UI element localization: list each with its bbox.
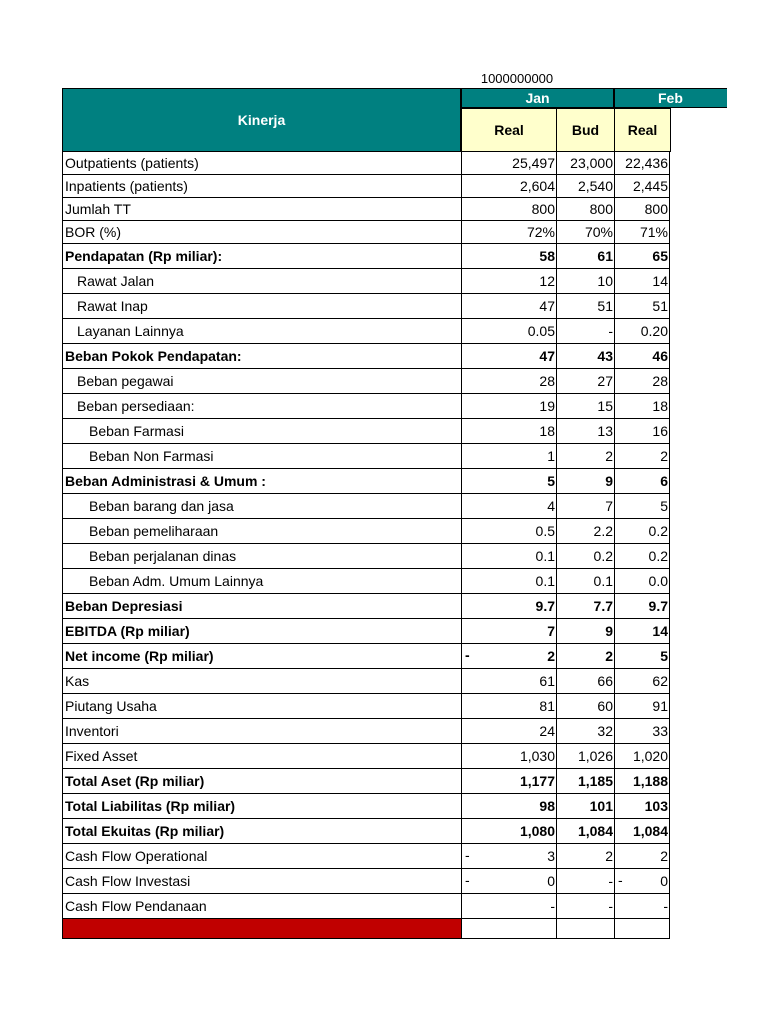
cell-value: 0.05: [527, 323, 555, 339]
row-label[interactable]: Beban pegawai: [62, 369, 461, 394]
row-value[interactable]: [614, 919, 670, 939]
cell-value: 65: [652, 248, 668, 264]
row-value[interactable]: [614, 819, 670, 844]
cell-value: 101: [589, 798, 613, 814]
row-value[interactable]: [614, 869, 670, 894]
cell-value: 13: [597, 423, 613, 439]
row-label[interactable]: Beban persediaan:: [62, 394, 461, 419]
row-value[interactable]: [614, 469, 670, 494]
cell-value: 1,084: [577, 823, 613, 839]
row-value[interactable]: [556, 469, 614, 494]
row-value[interactable]: [461, 594, 556, 619]
row-label[interactable]: EBITDA (Rp miliar): [62, 619, 461, 644]
cell-value: 27: [597, 373, 613, 389]
row-value[interactable]: [461, 744, 556, 769]
row-label[interactable]: Beban Adm. Umum Lainnya: [62, 569, 461, 594]
row-value[interactable]: [614, 619, 670, 644]
table-row: [62, 269, 671, 294]
cell-value: -: [608, 898, 613, 914]
cell-value: 91: [652, 698, 668, 714]
row-value[interactable]: [556, 419, 614, 444]
negative-sign: -: [465, 872, 470, 888]
table-row: [62, 519, 671, 544]
negative-sign: -: [465, 647, 470, 663]
row-value[interactable]: [556, 175, 614, 198]
row-value[interactable]: [556, 198, 614, 221]
table-row: [62, 744, 671, 769]
cell-value: 800: [589, 201, 613, 217]
table-row: [62, 819, 671, 844]
cell-value: 51: [652, 298, 668, 314]
table-row: [62, 619, 671, 644]
row-value[interactable]: [461, 819, 556, 844]
row-value[interactable]: [461, 344, 556, 369]
row-value[interactable]: [461, 619, 556, 644]
row-value[interactable]: [614, 494, 670, 519]
row-value[interactable]: [614, 419, 670, 444]
row-value[interactable]: [556, 569, 614, 594]
row-label[interactable]: Cash Flow Operational: [62, 844, 461, 869]
cell-value: 33: [652, 723, 668, 739]
row-label[interactable]: Beban Pokok Pendapatan:: [62, 344, 461, 369]
row-value[interactable]: [461, 694, 556, 719]
row-value[interactable]: [556, 294, 614, 319]
cell-value: 2,445: [632, 178, 668, 194]
header-kinerja: Kinerja: [62, 88, 461, 152]
cell-value: 32: [597, 723, 613, 739]
row-label[interactable]: Beban Depresiasi: [62, 594, 461, 619]
row-label[interactable]: Beban barang dan jasa: [62, 494, 461, 519]
row-label[interactable]: Total Aset (Rp miliar): [62, 769, 461, 794]
row-value[interactable]: [556, 319, 614, 344]
row-value[interactable]: [461, 644, 556, 669]
table-row: [62, 152, 671, 175]
cell-value: 3: [547, 848, 555, 864]
row-value[interactable]: [614, 394, 670, 419]
scale-label: 1000000000: [480, 71, 554, 86]
cell-value: 43: [597, 348, 613, 364]
cell-value: -: [608, 873, 613, 889]
cell-value: 25,497: [512, 155, 555, 171]
cell-value: 47: [539, 298, 555, 314]
row-value[interactable]: [556, 894, 614, 919]
row-label[interactable]: Rawat Inap: [62, 294, 461, 319]
subheader-jan-real: Real: [461, 108, 557, 152]
row-value[interactable]: [614, 769, 670, 794]
row-value[interactable]: [556, 394, 614, 419]
cell-value: 0.1: [593, 573, 613, 589]
table-row: [62, 719, 671, 744]
table-row: [62, 594, 671, 619]
table-row: [62, 319, 671, 344]
row-label[interactable]: Beban perjalanan dinas: [62, 544, 461, 569]
row-value[interactable]: [614, 244, 670, 269]
cell-value: 14: [652, 623, 668, 639]
cell-value: 2: [605, 448, 613, 464]
row-label[interactable]: Jumlah TT: [62, 198, 461, 221]
row-value[interactable]: [461, 569, 556, 594]
row-label[interactable]: Layanan Lainnya: [62, 319, 461, 344]
cell-value: 1,080: [519, 823, 555, 839]
row-value[interactable]: [461, 394, 556, 419]
cell-value: 2: [660, 848, 668, 864]
row-value[interactable]: [461, 175, 556, 198]
row-value[interactable]: [614, 669, 670, 694]
row-value[interactable]: [614, 519, 670, 544]
row-label[interactable]: Outpatients (patients): [62, 152, 461, 175]
row-value[interactable]: [556, 344, 614, 369]
cell-value: 1,185: [577, 773, 613, 789]
cell-value: 28: [539, 373, 555, 389]
cell-value: 2: [547, 648, 555, 664]
cell-value: 18: [652, 398, 668, 414]
row-value[interactable]: [614, 198, 670, 221]
row-value[interactable]: [556, 544, 614, 569]
cell-value: 66: [597, 673, 613, 689]
cell-value: 1,026: [577, 748, 613, 764]
cell-value: 0: [547, 873, 555, 889]
cell-value: 4: [547, 498, 555, 514]
row-value[interactable]: [461, 369, 556, 394]
cell-value: 98: [539, 798, 555, 814]
table-row: [62, 644, 671, 669]
cell-value: 19: [539, 398, 555, 414]
cell-value: 22,436: [625, 155, 668, 171]
cell-value: 5: [660, 498, 668, 514]
cell-value: 0.2: [648, 548, 668, 564]
table-row: [62, 769, 671, 794]
cell-value: 0.1: [535, 573, 555, 589]
row-label[interactable]: Inventori: [62, 719, 461, 744]
cell-value: 9.7: [648, 598, 668, 614]
row-value[interactable]: [556, 819, 614, 844]
cell-value: 0.20: [640, 323, 668, 339]
row-label[interactable]: BOR (%): [62, 221, 461, 244]
row-value[interactable]: [461, 294, 556, 319]
row-value[interactable]: [556, 594, 614, 619]
row-value[interactable]: [614, 221, 670, 244]
row-value[interactable]: [556, 869, 614, 894]
cell-value: 9: [605, 473, 613, 489]
cell-value: 72%: [526, 224, 555, 240]
cell-value: 800: [644, 201, 668, 217]
cell-value: 60: [597, 698, 613, 714]
row-value[interactable]: [614, 844, 670, 869]
cell-value: 2: [605, 648, 613, 664]
table-row: [62, 419, 671, 444]
cell-value: 71%: [639, 224, 668, 240]
row-value[interactable]: [614, 152, 670, 175]
table-row: [62, 444, 671, 469]
row-value[interactable]: [461, 221, 556, 244]
cell-value: 2.2: [593, 523, 613, 539]
table-row: [62, 919, 671, 939]
row-value[interactable]: [556, 519, 614, 544]
row-label[interactable]: Piutang Usaha: [62, 694, 461, 719]
cell-value: 2,540: [577, 178, 613, 194]
cell-value: 6: [660, 473, 668, 489]
cell-value: 7: [547, 623, 555, 639]
row-value[interactable]: [556, 444, 614, 469]
cell-value: -: [550, 898, 555, 914]
cell-value: 70%: [584, 224, 613, 240]
row-label[interactable]: Beban pemeliharaan: [62, 519, 461, 544]
row-value[interactable]: [461, 419, 556, 444]
cell-value: 0.2: [593, 548, 613, 564]
row-value[interactable]: [461, 494, 556, 519]
table-row: [62, 469, 671, 494]
cell-value: 61: [597, 248, 613, 264]
table-row: [62, 669, 671, 694]
cell-value: 24: [539, 723, 555, 739]
row-value[interactable]: [461, 198, 556, 221]
row-label[interactable]: Pendapatan (Rp miliar):: [62, 244, 461, 269]
row-value[interactable]: [461, 544, 556, 569]
row-value[interactable]: [461, 244, 556, 269]
table-row: [62, 344, 671, 369]
row-value[interactable]: [556, 244, 614, 269]
row-value[interactable]: [614, 894, 670, 919]
row-value[interactable]: [461, 919, 556, 939]
row-value[interactable]: [614, 719, 670, 744]
cell-value: -: [608, 323, 613, 339]
cell-value: 5: [660, 648, 668, 664]
row-value[interactable]: [556, 744, 614, 769]
row-value[interactable]: [461, 469, 556, 494]
cell-value: 1: [547, 448, 555, 464]
subheader-jan-bud: Bud: [556, 108, 615, 152]
row-value[interactable]: [614, 344, 670, 369]
row-label[interactable]: [62, 919, 461, 939]
table-row: [62, 394, 671, 419]
row-label[interactable]: Cash Flow Investasi: [62, 869, 461, 894]
cell-value: 2,604: [519, 178, 555, 194]
cell-value: 1,030: [519, 748, 555, 764]
row-value[interactable]: [556, 694, 614, 719]
cell-value: 2: [660, 448, 668, 464]
row-value[interactable]: [461, 794, 556, 819]
cell-value: 61: [539, 673, 555, 689]
cell-value: 46: [652, 348, 668, 364]
row-value[interactable]: [556, 221, 614, 244]
cell-value: 7: [605, 498, 613, 514]
row-value[interactable]: [461, 719, 556, 744]
row-value[interactable]: [461, 869, 556, 894]
cell-value: 9: [605, 623, 613, 639]
row-label[interactable]: Cash Flow Pendanaan: [62, 894, 461, 919]
cell-value: 23,000: [570, 155, 613, 171]
row-value[interactable]: [614, 269, 670, 294]
cell-value: 0: [660, 873, 668, 889]
row-value[interactable]: [614, 644, 670, 669]
row-value[interactable]: [614, 569, 670, 594]
row-value[interactable]: [614, 369, 670, 394]
table-row: [62, 694, 671, 719]
table-row: [62, 244, 671, 269]
row-value[interactable]: [556, 919, 614, 939]
cell-value: 5: [547, 473, 555, 489]
row-label[interactable]: Kas: [62, 669, 461, 694]
negative-sign: -: [618, 872, 623, 888]
row-value[interactable]: [461, 519, 556, 544]
table-row: [62, 494, 671, 519]
cell-value: 14: [652, 273, 668, 289]
cell-value: 47: [539, 348, 555, 364]
row-value[interactable]: [556, 494, 614, 519]
cell-value: 7.7: [593, 598, 613, 614]
table-row: [62, 294, 671, 319]
row-value[interactable]: [556, 844, 614, 869]
row-value[interactable]: [556, 669, 614, 694]
row-value[interactable]: [614, 744, 670, 769]
row-value[interactable]: [461, 769, 556, 794]
table-row: [62, 175, 671, 198]
row-value[interactable]: [556, 619, 614, 644]
row-value[interactable]: [461, 152, 556, 175]
table-row: [62, 869, 671, 894]
cell-value: 9.7: [535, 598, 555, 614]
row-value[interactable]: [614, 175, 670, 198]
row-value[interactable]: [461, 669, 556, 694]
row-value[interactable]: [556, 769, 614, 794]
row-value[interactable]: [556, 152, 614, 175]
cell-value: 81: [539, 698, 555, 714]
row-value[interactable]: [461, 319, 556, 344]
row-label[interactable]: Total Ekuitas (Rp miliar): [62, 819, 461, 844]
row-value[interactable]: [556, 719, 614, 744]
row-value[interactable]: [614, 319, 670, 344]
row-label[interactable]: Beban Non Farmasi: [62, 444, 461, 469]
cell-value: 1,177: [519, 773, 555, 789]
row-value[interactable]: [461, 844, 556, 869]
cell-value: 1,188: [632, 773, 668, 789]
cell-value: 51: [597, 298, 613, 314]
cell-value: 800: [531, 201, 555, 217]
row-label[interactable]: Rawat Jalan: [62, 269, 461, 294]
cell-value: 10: [597, 273, 613, 289]
table-row: [62, 794, 671, 819]
table-row: [62, 569, 671, 594]
cell-value: 12: [539, 273, 555, 289]
cell-value: 0.5: [535, 523, 555, 539]
row-value[interactable]: [461, 894, 556, 919]
row-value[interactable]: [556, 369, 614, 394]
cell-value: 0.1: [535, 548, 555, 564]
subheader-feb-real: Real: [614, 108, 671, 152]
table-row: [62, 369, 671, 394]
row-value[interactable]: [556, 644, 614, 669]
table-row: [62, 221, 671, 244]
cell-value: 103: [644, 798, 668, 814]
row-value[interactable]: [614, 794, 670, 819]
row-value[interactable]: [461, 269, 556, 294]
cell-value: 18: [539, 423, 555, 439]
header-month-feb: Feb: [614, 88, 727, 108]
row-value[interactable]: [614, 544, 670, 569]
row-value[interactable]: [614, 594, 670, 619]
cell-value: 1,084: [632, 823, 668, 839]
row-label[interactable]: Total Liabilitas (Rp miliar): [62, 794, 461, 819]
row-value[interactable]: [556, 794, 614, 819]
table-row: [62, 844, 671, 869]
row-value[interactable]: [461, 444, 556, 469]
cell-value: 0.2: [648, 523, 668, 539]
row-value[interactable]: [614, 444, 670, 469]
table-row: [62, 894, 671, 919]
cell-value: 2: [605, 848, 613, 864]
row-label[interactable]: Beban Farmasi: [62, 419, 461, 444]
header-month-jan: Jan: [461, 88, 614, 108]
cell-value: 28: [652, 373, 668, 389]
cell-value: 16: [652, 423, 668, 439]
row-value[interactable]: [614, 294, 670, 319]
cell-value: 0.0: [648, 573, 668, 589]
row-label[interactable]: Fixed Asset: [62, 744, 461, 769]
cell-value: 1,020: [632, 748, 668, 764]
row-label[interactable]: Net income (Rp miliar): [62, 644, 461, 669]
row-label[interactable]: Inpatients (patients): [62, 175, 461, 198]
table-row: [62, 198, 671, 221]
cell-value: 15: [597, 398, 613, 414]
cell-value: 62: [652, 673, 668, 689]
row-value[interactable]: [556, 269, 614, 294]
cell-value: -: [663, 898, 668, 914]
row-value[interactable]: [614, 694, 670, 719]
table-row: [62, 544, 671, 569]
row-label[interactable]: Beban Administrasi & Umum :: [62, 469, 461, 494]
cell-value: 58: [539, 248, 555, 264]
negative-sign: -: [465, 847, 470, 863]
